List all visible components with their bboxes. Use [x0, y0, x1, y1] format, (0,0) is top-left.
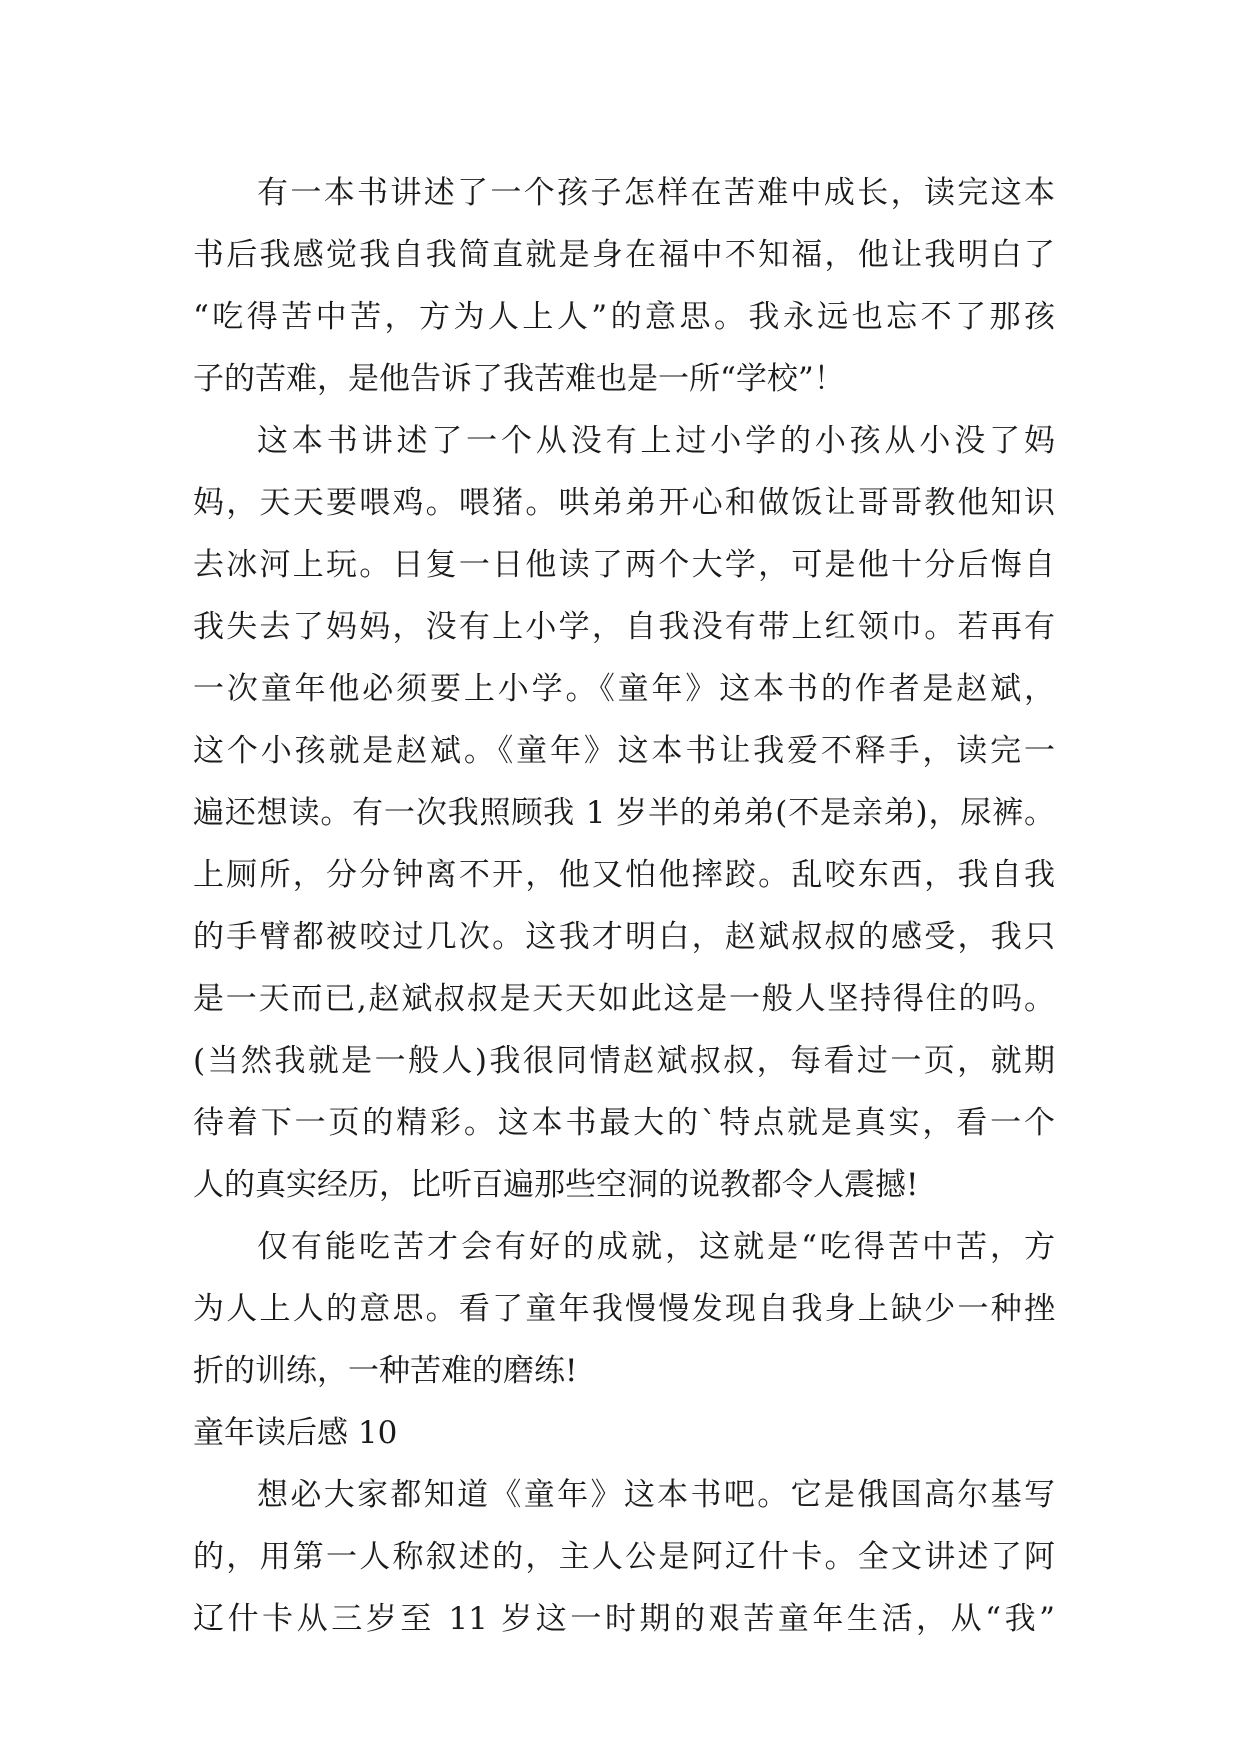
text-line: (当然我就是一般人)我很同情赵斌叔叔，每看过一页，就期 — [193, 1043, 1055, 1079]
text-line: 上厕所，分分钟离不开，他又怕他摔跤。乱咬东西，我自我 — [193, 857, 1055, 893]
text-line: 这本书讲述了一个从没有上过小学的小孩从小没了妈 — [257, 423, 1055, 459]
text-line: “吃得苦中苦，方为人上人”的意思。我永远也忘不了那孩 — [193, 299, 1055, 335]
text-line: 的手臂都被咬过几次。这我才明白，赵斌叔叔的感受，我只 — [193, 919, 1055, 955]
text-line: 人的真实经历，比听百遍那些空洞的说教都令人震撼! — [193, 1167, 919, 1203]
text-line: 我失去了妈妈，没有上小学，自我没有带上红领巾。若再有 — [193, 609, 1055, 645]
text-line: 这个小孩就是赵斌。《童年》这本书让我爱不释手，读完一 — [193, 733, 1055, 769]
text-line: 辽什卡从三岁至 11 岁这一时期的艰苦童年生活，从“我” — [193, 1601, 1055, 1637]
text-line: 是一天而已,赵斌叔叔是天天如此这是一般人坚持得住的吗。 — [193, 981, 1055, 1017]
text-line: 妈，天天要喂鸡。喂猪。哄弟弟开心和做饭让哥哥教他知识 — [193, 485, 1055, 521]
text-line: 仅有能吃苦才会有好的成就，这就是“吃得苦中苦，方 — [257, 1229, 1055, 1265]
text-line: 书后我感觉我自我简直就是身在福中不知福，他让我明白了 — [193, 237, 1055, 273]
text-line: 的，用第一人称叙述的，主人公是阿辽什卡。全文讲述了阿 — [193, 1539, 1055, 1575]
text-line: 遍还想读。有一次我照顾我 1 岁半的弟弟(不是亲弟)，尿裤。 — [193, 795, 1055, 831]
text-line: 为人上人的意思。看了童年我慢慢发现自我身上缺少一种挫 — [193, 1291, 1055, 1327]
text-line: 去冰河上玩。日复一日他读了两个大学，可是他十分后悔自 — [193, 547, 1055, 583]
section-heading: 童年读后感 10 — [193, 1415, 398, 1451]
text-line: 一次童年他必须要上小学。《童年》这本书的作者是赵斌， — [193, 671, 1055, 707]
text-line: 折的训练，一种苦难的磨练! — [193, 1353, 578, 1389]
text-line: 待着下一页的精彩。这本书最大的`特点就是真实，看一个 — [193, 1105, 1055, 1141]
text-line: 有一本书讲述了一个孩子怎样在苦难中成长，读完这本 — [257, 175, 1055, 211]
document-page — [193, 162, 1055, 1650]
text-line: 想必大家都知道《童年》这本书吧。它是俄国高尔基写 — [257, 1477, 1055, 1513]
text-line: 子的苦难，是他告诉了我苦难也是一所“学校”！ — [193, 361, 845, 397]
